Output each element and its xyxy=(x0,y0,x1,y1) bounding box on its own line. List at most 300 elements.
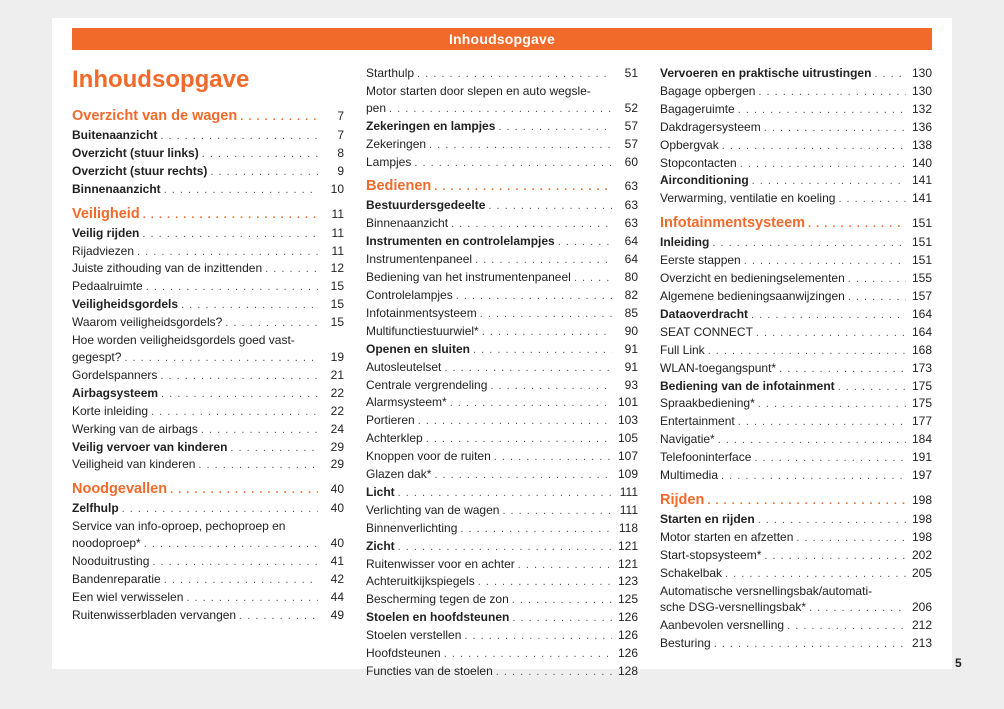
toc-page-number: 44 xyxy=(330,589,344,604)
toc-entry[interactable] xyxy=(72,553,344,571)
dot-leader xyxy=(198,457,318,474)
toc-entry[interactable] xyxy=(72,439,344,457)
toc-page-number: 157 xyxy=(911,288,932,303)
dot-leader xyxy=(464,628,612,645)
toc-entry[interactable] xyxy=(660,378,932,396)
toc-entry-text: Achterklep xyxy=(366,431,423,446)
toc-entry[interactable] xyxy=(660,155,932,173)
dot-leader xyxy=(201,422,318,439)
toc-entry-text: Zekeringen en lampjes xyxy=(366,118,496,133)
toc-entry-text: Multimedia xyxy=(660,468,719,483)
dot-leader xyxy=(838,379,906,396)
dot-leader xyxy=(451,216,612,233)
toc-entry-text: Autosleutelset xyxy=(366,359,442,374)
toc-entry[interactable] xyxy=(366,83,638,118)
toc-entry-text: Glazen dak* xyxy=(366,467,432,482)
dot-leader xyxy=(144,536,318,553)
toc-entry[interactable] xyxy=(72,607,344,625)
toc-entry[interactable] xyxy=(72,403,344,421)
dot-leader xyxy=(414,155,612,172)
toc-entry[interactable] xyxy=(366,448,638,466)
toc-page-number: 7 xyxy=(337,128,344,142)
toc-entry[interactable] xyxy=(660,270,932,288)
toc-entry[interactable] xyxy=(366,377,638,395)
toc-entry-text: Overzicht van de wagen xyxy=(72,108,238,124)
toc-entry[interactable] xyxy=(660,449,932,467)
dot-leader xyxy=(146,279,318,296)
toc-entry[interactable] xyxy=(366,394,638,412)
dot-leader xyxy=(512,592,612,609)
dot-leader xyxy=(838,191,906,208)
toc-entry-text: Veiligheid van kinderen xyxy=(72,457,196,472)
dot-leader xyxy=(265,261,318,278)
dot-leader xyxy=(712,235,906,252)
toc-page-number: 101 xyxy=(617,395,638,410)
toc-entry[interactable] xyxy=(660,635,932,653)
dot-leader xyxy=(779,361,906,378)
toc-entry[interactable] xyxy=(366,502,638,520)
toc-entry[interactable] xyxy=(660,395,932,413)
toc-page-number: 11 xyxy=(331,243,344,258)
toc-entry-text: Binnenaanzicht xyxy=(366,216,449,231)
dot-leader xyxy=(142,226,318,243)
toc-entry-text: Airconditioning xyxy=(660,173,749,188)
toc-entry-text: Schakelbak xyxy=(660,565,723,580)
dot-leader xyxy=(161,386,318,403)
toc-entry[interactable] xyxy=(72,332,344,367)
dot-leader xyxy=(496,664,612,681)
dot-leader xyxy=(874,66,906,83)
toc-entry[interactable] xyxy=(366,520,638,538)
toc-entry[interactable] xyxy=(660,234,932,252)
toc-page-number: 140 xyxy=(911,155,932,170)
toc-page-number: 49 xyxy=(330,607,344,622)
toc-column-2 xyxy=(366,65,638,681)
toc-entry[interactable] xyxy=(660,172,932,190)
toc-page-number: 141 xyxy=(911,173,932,188)
toc-entry-text: Zelfhulp xyxy=(72,501,119,516)
toc-page-number: 107 xyxy=(617,449,638,464)
toc-page-number: 40 xyxy=(330,536,344,551)
toc-entry-text: Motor starten door slepen en auto wegsle- xyxy=(366,83,591,98)
toc-page-number: 173 xyxy=(911,360,932,375)
dot-leader xyxy=(444,360,612,377)
toc-entry[interactable] xyxy=(660,413,932,431)
toc-page-number: 198 xyxy=(911,492,932,507)
dot-leader xyxy=(429,137,612,154)
toc-entry[interactable] xyxy=(366,251,638,269)
toc-entry-text: Veiligheidsgordels xyxy=(72,297,179,312)
dot-leader xyxy=(708,343,906,360)
toc-page-number: 22 xyxy=(330,385,344,400)
toc-entry-text: Alarmsysteem* xyxy=(366,395,447,410)
toc-entry-text: Centrale vergrendeling xyxy=(366,377,488,392)
dot-leader xyxy=(225,315,318,332)
toc-page-number: 41 xyxy=(330,554,344,569)
dot-leader xyxy=(740,156,906,173)
toc-entry-text: Werking van de airbags xyxy=(72,421,198,436)
dot-leader xyxy=(502,503,612,520)
toc-page-number: 184 xyxy=(911,432,932,447)
toc-entry[interactable] xyxy=(366,538,638,556)
toc-page-number: 60 xyxy=(624,154,638,169)
toc-entry[interactable] xyxy=(660,617,932,635)
dot-leader xyxy=(754,450,906,467)
toc-section-heading[interactable] xyxy=(660,491,932,511)
toc-entry[interactable] xyxy=(660,360,932,378)
dot-leader xyxy=(787,618,906,635)
toc-entry[interactable] xyxy=(366,645,638,663)
dot-leader xyxy=(714,636,906,653)
toc-entry-text: Gordelspanners xyxy=(72,367,158,382)
dot-leader xyxy=(186,590,318,607)
toc-entry-text: Hoofdsteunen xyxy=(366,646,441,661)
toc-page-number: 130 xyxy=(911,83,932,98)
toc-entry-text: Dakdragersysteem xyxy=(660,119,761,134)
toc-entry-text: Bediening van het instrumentenpaneel xyxy=(366,270,571,285)
toc-entry-text: Achteruitkijkspiegels xyxy=(366,574,475,589)
toc-page-number: 136 xyxy=(911,119,932,134)
toc-entry[interactable] xyxy=(366,359,638,377)
toc-entry-text-continued: pen xyxy=(366,100,387,115)
toc-page-number: 7 xyxy=(337,109,344,123)
toc-page-number: 164 xyxy=(911,306,932,321)
toc-entry-text: Bagageruimte xyxy=(660,101,735,116)
dot-leader xyxy=(426,431,612,448)
toc-page-number: 191 xyxy=(911,450,932,465)
toc-page-number: 11 xyxy=(331,225,344,240)
toc-entry-text-continued: noodoproep* xyxy=(72,536,141,551)
dot-leader xyxy=(848,289,906,306)
toc-entry[interactable] xyxy=(366,65,638,83)
toc-entry-text: Portieren xyxy=(366,413,415,428)
toc-entry-text: Opbergvak xyxy=(660,137,719,152)
toc-entry[interactable] xyxy=(660,306,932,324)
dot-leader xyxy=(848,271,906,288)
toc-entry-text: Full Link xyxy=(660,342,705,357)
toc-entry[interactable] xyxy=(366,136,638,154)
dot-leader xyxy=(796,530,906,547)
toc-page-number: 29 xyxy=(330,439,344,454)
toc-page-number: 212 xyxy=(911,618,932,633)
toc-entry[interactable] xyxy=(366,233,638,251)
toc-page-number: 29 xyxy=(330,457,344,472)
toc-page-number: 177 xyxy=(911,414,932,429)
toc-entry-text-continued: gegespt? xyxy=(72,349,122,364)
dot-leader xyxy=(764,120,906,137)
toc-section-heading[interactable] xyxy=(72,107,344,127)
toc-entry[interactable] xyxy=(660,137,932,155)
dot-leader xyxy=(456,288,612,305)
toc-page-number: 121 xyxy=(617,538,638,553)
toc-entry[interactable] xyxy=(366,118,638,136)
toc-entry[interactable] xyxy=(660,431,932,449)
toc-page-number: 64 xyxy=(624,234,638,249)
toc-entry[interactable] xyxy=(366,430,638,448)
dot-leader xyxy=(137,244,318,261)
toc-entry-text: Licht xyxy=(366,484,395,499)
toc-entry-text: Zicht xyxy=(366,538,395,553)
toc-entry-text: WLAN-toegangspunt* xyxy=(660,360,777,375)
toc-entry[interactable] xyxy=(72,518,344,553)
toc-entry[interactable] xyxy=(660,252,932,270)
toc-entry-text: Waarom veiligheidsgordels? xyxy=(72,315,223,330)
toc-page-number: 126 xyxy=(617,610,638,625)
toc-entry-text: Veilig vervoer van kinderen xyxy=(72,439,228,454)
dot-leader xyxy=(809,600,906,617)
toc-entry-text: Navigatie* xyxy=(660,432,715,447)
toc-entry-text: Zekeringen xyxy=(366,136,427,151)
toc-page-number: 105 xyxy=(617,431,638,446)
toc-page-number: 213 xyxy=(911,636,932,651)
toc-page-number: 91 xyxy=(624,341,638,356)
dot-leader xyxy=(398,485,612,502)
toc-page-number: 202 xyxy=(911,547,932,562)
dot-leader xyxy=(450,395,612,412)
toc-entry[interactable] xyxy=(72,163,344,181)
toc-entry[interactable] xyxy=(660,324,932,342)
toc-page-number: 22 xyxy=(330,403,344,418)
toc-page-number: 151 xyxy=(911,253,932,268)
dot-leader xyxy=(210,164,318,181)
dot-leader xyxy=(164,572,318,589)
toc-entry[interactable] xyxy=(72,296,344,314)
dot-leader xyxy=(752,173,906,190)
toc-page-number: 198 xyxy=(911,511,932,526)
toc-entry[interactable] xyxy=(366,627,638,645)
toc-entry[interactable] xyxy=(366,484,638,502)
toc-entry[interactable] xyxy=(366,287,638,305)
page-title: Inhoudsopgave xyxy=(72,66,250,93)
toc-entry-text: Knoppen voor de ruiten xyxy=(366,449,491,464)
toc-entry-text: Noodgevallen xyxy=(72,481,168,498)
toc-page-number: 90 xyxy=(624,323,638,338)
toc-entry[interactable] xyxy=(660,288,932,306)
toc-entry[interactable] xyxy=(660,342,932,360)
toc-page-number: 10 xyxy=(330,181,344,196)
toc-entry-text: Motor starten en afzetten xyxy=(660,529,794,544)
toc-section-heading[interactable] xyxy=(660,214,932,234)
toc-page-number: 175 xyxy=(911,396,932,411)
toc-entry-text: Automatische versnellingsbak/automati- xyxy=(660,583,873,598)
toc-entry[interactable] xyxy=(366,154,638,172)
toc-page-number: 40 xyxy=(330,482,344,497)
toc-entry-text: Stoelen en hoofdsteunen xyxy=(366,610,510,625)
toc-entry-text: Bestuurdersgedeelte xyxy=(366,198,486,213)
toc-page-number: 197 xyxy=(911,468,932,483)
toc-entry[interactable] xyxy=(366,663,638,681)
toc-entry[interactable] xyxy=(72,127,344,145)
dot-leader xyxy=(478,574,612,591)
toc-entry-text: Bedienen xyxy=(366,178,432,195)
toc-entry[interactable] xyxy=(366,556,638,574)
toc-entry[interactable] xyxy=(366,197,638,215)
toc-entry[interactable] xyxy=(72,181,344,199)
toc-entry[interactable] xyxy=(72,314,344,332)
toc-entry[interactable] xyxy=(366,466,638,484)
toc-page-number: 15 xyxy=(330,297,344,312)
toc-entry[interactable] xyxy=(660,101,932,119)
toc-entry-text: Stopcontacten xyxy=(660,155,737,170)
toc-entry-text: Instrumentenpaneel xyxy=(366,252,473,267)
toc-page-number: 52 xyxy=(624,100,638,115)
page-number: 5 xyxy=(955,656,962,670)
toc-entry[interactable] xyxy=(72,225,344,243)
toc-entry-text: Instrumenten en controlelampjes xyxy=(366,234,555,249)
toc-entry[interactable] xyxy=(72,589,344,607)
toc-page-number: 206 xyxy=(911,600,932,615)
toc-page-number: 155 xyxy=(911,271,932,286)
toc-column-1 xyxy=(72,107,344,625)
toc-page-number: 12 xyxy=(330,261,344,276)
toc-entry-text: Multifunctiestuurwiel* xyxy=(366,323,479,338)
toc-entry[interactable] xyxy=(366,609,638,627)
toc-page-number: 63 xyxy=(624,198,638,213)
dot-leader xyxy=(473,342,612,359)
toc-entry[interactable] xyxy=(660,190,932,208)
toc-entry-text: Infotainmentsysteem xyxy=(660,215,806,232)
toc-page-number: 164 xyxy=(911,324,932,339)
dot-leader xyxy=(240,108,318,127)
toc-entry-text: Een wiel verwisselen xyxy=(72,589,184,604)
dot-leader xyxy=(808,215,906,234)
dot-leader xyxy=(417,66,612,83)
toc-entry-text: Overzicht (stuur rechts) xyxy=(72,163,208,178)
dot-leader xyxy=(239,608,318,625)
toc-entry[interactable] xyxy=(660,83,932,101)
toc-entry[interactable] xyxy=(660,565,932,583)
toc-entry-text: Spraakbediening* xyxy=(660,396,755,411)
toc-page-number: 24 xyxy=(330,421,344,436)
toc-page-number: 8 xyxy=(337,145,344,160)
toc-page-number: 132 xyxy=(911,101,932,116)
toc-page-number: 51 xyxy=(624,66,638,80)
toc-section-heading[interactable] xyxy=(72,205,344,225)
dot-leader xyxy=(498,119,612,136)
toc-entry-text: Rijadviezen xyxy=(72,243,135,258)
toc-section-heading[interactable] xyxy=(72,480,344,500)
toc-entry[interactable] xyxy=(72,385,344,403)
dot-leader xyxy=(518,557,612,574)
toc-page-number: 168 xyxy=(911,342,932,357)
toc-entry-text: Starten en rijden xyxy=(660,511,755,526)
toc-entry[interactable] xyxy=(366,412,638,430)
toc-page-number: 198 xyxy=(911,529,932,544)
toc-page-number: 15 xyxy=(330,279,344,294)
toc-entry-text: Hoe worden veiligheidsgordels goed vast- xyxy=(72,333,295,348)
dot-leader xyxy=(764,548,906,565)
dot-leader xyxy=(122,501,318,518)
toc-entry-text: Veilig rijden xyxy=(72,225,140,240)
dot-leader xyxy=(475,252,612,269)
toc-entry-text: Entertainment xyxy=(660,414,735,429)
toc-entry-text: Veiligheid xyxy=(72,205,140,222)
toc-entry[interactable] xyxy=(660,547,932,565)
toc-entry[interactable] xyxy=(72,145,344,163)
toc-page-number: 15 xyxy=(330,315,344,330)
toc-page-number: 91 xyxy=(624,359,638,374)
toc-entry[interactable] xyxy=(660,119,932,137)
toc-entry-text: Algemene bedieningsaanwijzingen xyxy=(660,288,845,303)
toc-entry[interactable] xyxy=(72,421,344,439)
dot-leader xyxy=(398,539,612,556)
dot-leader xyxy=(574,270,612,287)
dot-leader xyxy=(460,521,612,538)
toc-column-3 xyxy=(660,65,932,653)
toc-entry[interactable] xyxy=(366,573,638,591)
toc-entry-text: Bescherming tegen de zon xyxy=(366,592,509,607)
toc-entry[interactable] xyxy=(366,215,638,233)
toc-entry[interactable] xyxy=(72,243,344,261)
toc-page-number: 125 xyxy=(617,592,638,607)
toc-entry-text: Rijden xyxy=(660,491,705,508)
toc-entry-text: Buitenaanzicht xyxy=(72,128,158,142)
toc-entry[interactable] xyxy=(72,260,344,278)
toc-entry[interactable] xyxy=(366,269,638,287)
dot-leader xyxy=(230,440,318,457)
dot-leader xyxy=(494,449,612,466)
toc-entry[interactable] xyxy=(366,323,638,341)
dot-leader xyxy=(434,467,612,484)
toc-entry-text: Lampjes xyxy=(366,154,412,169)
toc-page-number: 93 xyxy=(624,377,638,392)
toc-page-number: 63 xyxy=(624,216,638,231)
toc-entry-text: Inleiding xyxy=(660,235,710,250)
toc-entry-text: Ruitenwisser voor en achter xyxy=(366,556,515,571)
toc-entry-text: SEAT CONNECT xyxy=(660,324,753,339)
toc-entry[interactable] xyxy=(366,591,638,609)
header-bar xyxy=(72,28,932,50)
dot-leader xyxy=(758,84,906,101)
toc-entry[interactable] xyxy=(72,571,344,589)
toc-entry-text: Eerste stappen xyxy=(660,253,741,268)
dot-leader xyxy=(718,432,906,449)
toc-page-number: 40 xyxy=(330,501,344,516)
toc-entry-text: Vervoeren en praktische uitrustingen xyxy=(660,66,872,80)
toc-entry-text: Overzicht (stuur links) xyxy=(72,145,199,160)
toc-entry[interactable] xyxy=(366,341,638,359)
toc-entry[interactable] xyxy=(660,467,932,485)
toc-entry[interactable] xyxy=(72,500,344,518)
toc-entry[interactable] xyxy=(660,511,932,529)
toc-page-number: 130 xyxy=(911,66,932,80)
toc-page-number: 57 xyxy=(624,136,638,151)
toc-entry[interactable] xyxy=(660,529,932,547)
dot-leader xyxy=(181,297,318,314)
toc-entry[interactable] xyxy=(72,278,344,296)
dot-leader xyxy=(480,306,612,323)
toc-entry-text: Telefooninterface xyxy=(660,450,752,465)
toc-entry-text: Infotainmentsysteem xyxy=(366,305,477,320)
toc-entry-text: Stoelen verstellen xyxy=(366,628,462,643)
dot-leader xyxy=(490,378,612,395)
toc-entry-text: Korte inleiding xyxy=(72,403,149,418)
toc-entry[interactable] xyxy=(660,583,932,618)
toc-entry[interactable] xyxy=(660,65,932,83)
toc-page-number: 19 xyxy=(330,349,344,364)
toc-section-heading[interactable] xyxy=(366,177,638,197)
toc-page-number: 121 xyxy=(617,556,638,571)
toc-entry-text: Airbagsysteem xyxy=(72,385,159,400)
toc-entry-text: Service van info-oproep, pechoproep en xyxy=(72,519,286,534)
toc-entry[interactable] xyxy=(72,367,344,385)
toc-entry-text: Nooduitrusting xyxy=(72,554,150,569)
dot-leader xyxy=(143,206,318,225)
toc-page-number: 138 xyxy=(911,137,932,152)
toc-entry[interactable] xyxy=(366,305,638,323)
toc-page-number: 126 xyxy=(617,646,638,661)
toc-entry[interactable] xyxy=(72,456,344,474)
